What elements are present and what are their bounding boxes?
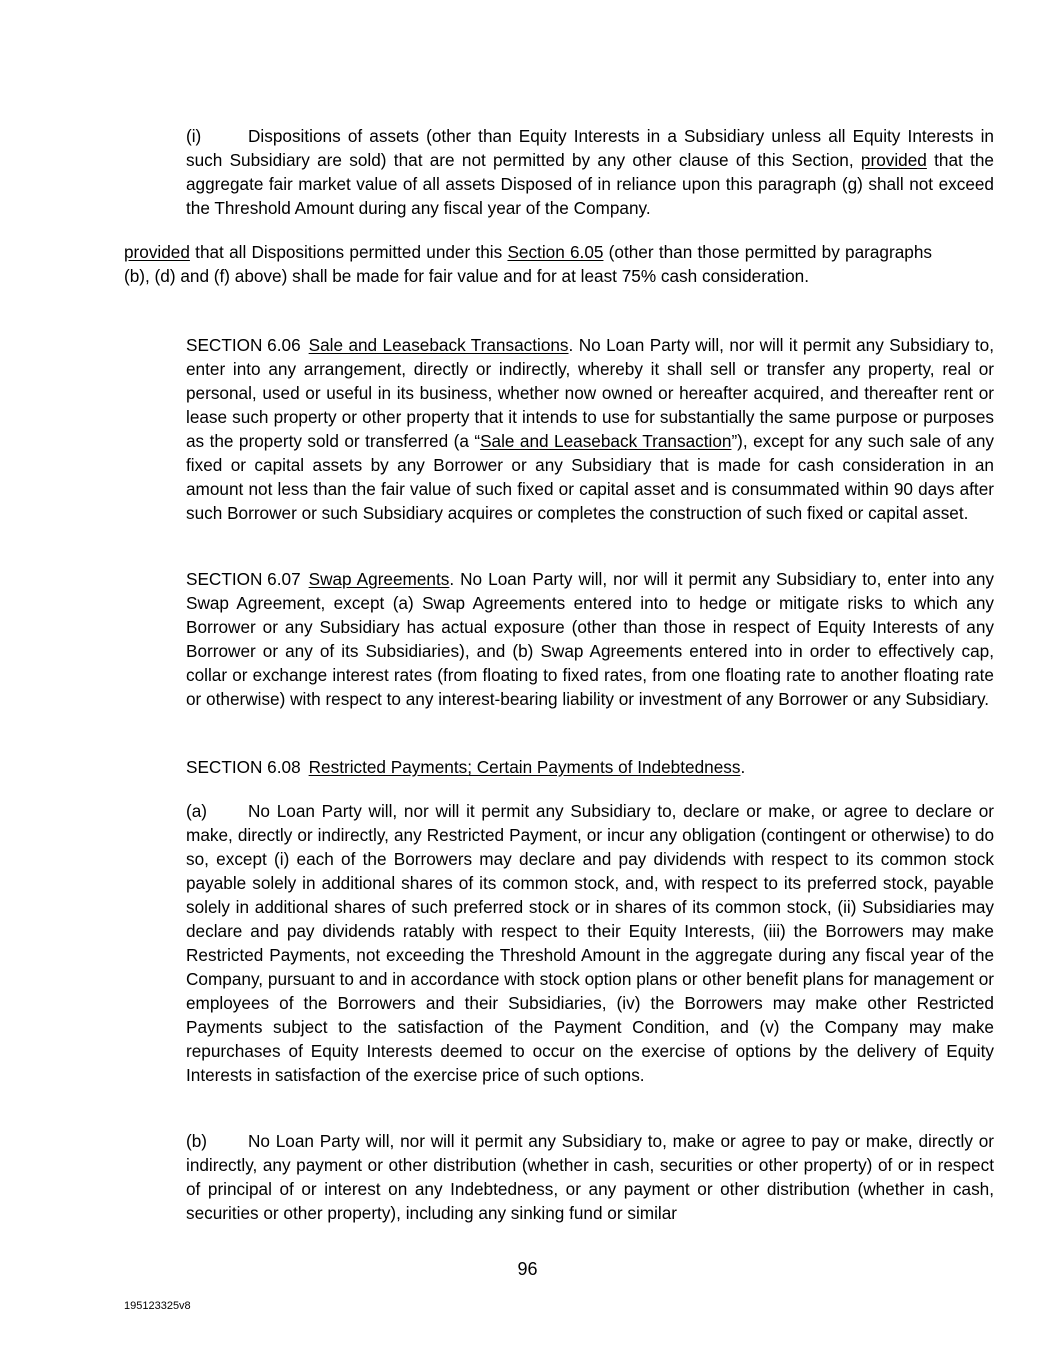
- paragraph-text: that the aggregate fair market value of all assets Disposed of in reliance upon this paragraph (g) shall not exceed the Threshold Amount during any fiscal year of the Company.: [186, 150, 994, 218]
- section-number: SECTION 6.07: [186, 569, 301, 589]
- section-6-06: [124, 333, 994, 525]
- section-6-08: [124, 755, 994, 779]
- section-title: Swap Agreements: [308, 569, 450, 589]
- paragraph-b: [124, 1129, 994, 1225]
- section-text: . No Loan Party will, nor will it permit any Subsidiary to, enter into any arrangement, directly or indirectly, whereby it shall sell or transfer any property, real or personal, used or useful in its business, whether now owned or hereafter acquired, and thereafter rent or lease such property or other property that it intends to use for substantially the same purpose or purposes as the property sold or transferred (a “: [186, 335, 994, 451]
- paragraph-text: Dispositions of assets (other than Equity Interests in a Subsidiary unless all Equity Interests in such Subsidiary are sold) that are not permitted by any other clause of this Section,: [186, 126, 994, 170]
- section-text: .: [740, 757, 746, 777]
- paragraph-text: (other than those permitted by paragraphs (b), (d) and (f) above) shall be made for fair value and for at least 75% cash consideration.: [124, 242, 932, 286]
- paragraph-label: (a): [186, 801, 208, 821]
- paragraph-text: that all Dispositions permitted under this: [189, 242, 508, 262]
- section-text: ”), except for any such sale of any fixed or capital assets by any Borrower or any Subsidiary that is made for cash consideration in an amount not less than the fair value of such fixed or capital asset and is consummated within 90 days after such Borrower or such Subsidiary acquires or completes the construction of such fixed or capital asset.: [186, 431, 995, 523]
- paragraph-label: (i): [186, 126, 202, 146]
- defined-term-provided: provided: [124, 242, 190, 262]
- paragraph-text: No Loan Party will, nor will it permit any Subsidiary to, declare or make, or agree to declare or make, directly or indirectly, any Restricted Payment, or incur any obligation (contingent or otherwise) to do so, except (i) each of the Borrowers may declare and pay dividends with respect to its common stock payable solely in additional shares of its common stock, and, with respect to its preferred stock, payable solely in additional shares of such preferred stock or in shares of its common stock, (ii) Subsidiaries may declare and pay dividends ratably with respect to their Equity Interests, (iii) the Borrowers may make Restricted Payments, not exceeding the Threshold Amount in the aggregate during any fiscal year of the Company, pursuant to and in accordance with stock option plans or other benefit plans for management or employees of the Borrowers and their Subsidiaries, (iv) the Borrowers may make other Restricted Payments subject to the satisfaction of the Payment Condition, and (v) the Company may make repurchases of Equity Interests deemed to occur on the exercise of options by the delivery of Equity Interests in satisfaction of the exercise price of such options.: [186, 801, 994, 1085]
- section-title: Sale and Leaseback Transactions: [308, 335, 569, 355]
- page-number: 96: [517, 1259, 538, 1279]
- paragraph-label: (b): [186, 1131, 208, 1151]
- section-number: SECTION 6.08: [186, 757, 301, 777]
- paragraph-i: [124, 124, 994, 220]
- paragraph-text: No Loan Party will, nor will it permit any Subsidiary to, make or agree to pay or make, directly or indirectly, any payment or other distribution (whether in cash, securities or other property) of or in respect of principal of or interest on any Indebtedness, or any payment or other distribution (whether in cash, securities or other property), including any sinking fund or similar: [186, 1131, 994, 1223]
- proviso-paragraph: [124, 240, 932, 288]
- section-reference: Section 6.05: [507, 242, 604, 262]
- defined-term: Sale and Leaseback Transaction: [480, 431, 732, 451]
- section-6-07: [124, 567, 994, 711]
- paragraph-a: [124, 799, 994, 1087]
- section-number: SECTION 6.06: [186, 335, 301, 355]
- defined-term-provided: provided: [860, 150, 927, 170]
- document-id: 195123325v8: [124, 1300, 191, 1312]
- section-text: . No Loan Party will, nor will it permit any Subsidiary to, enter into any Swap Agreement, except (a) Swap Agreements entered into to hedge or mitigate risks to which any Borrower or any Subsidiary has actual exposure (other than those in respect of Equity Interests of any Borrower or any of its Subsidiaries), and (b) Swap Agreements entered into in order to effectively cap, collar or exchange interest rates (from floating to fixed rates, from one floating rate to another floating rate or otherwise) with respect to any interest-bearing liability or investment of any Borrower or any Subsidiary.: [186, 569, 994, 709]
- section-title: Restricted Payments; Certain Payments of Indebtedness: [308, 757, 741, 777]
